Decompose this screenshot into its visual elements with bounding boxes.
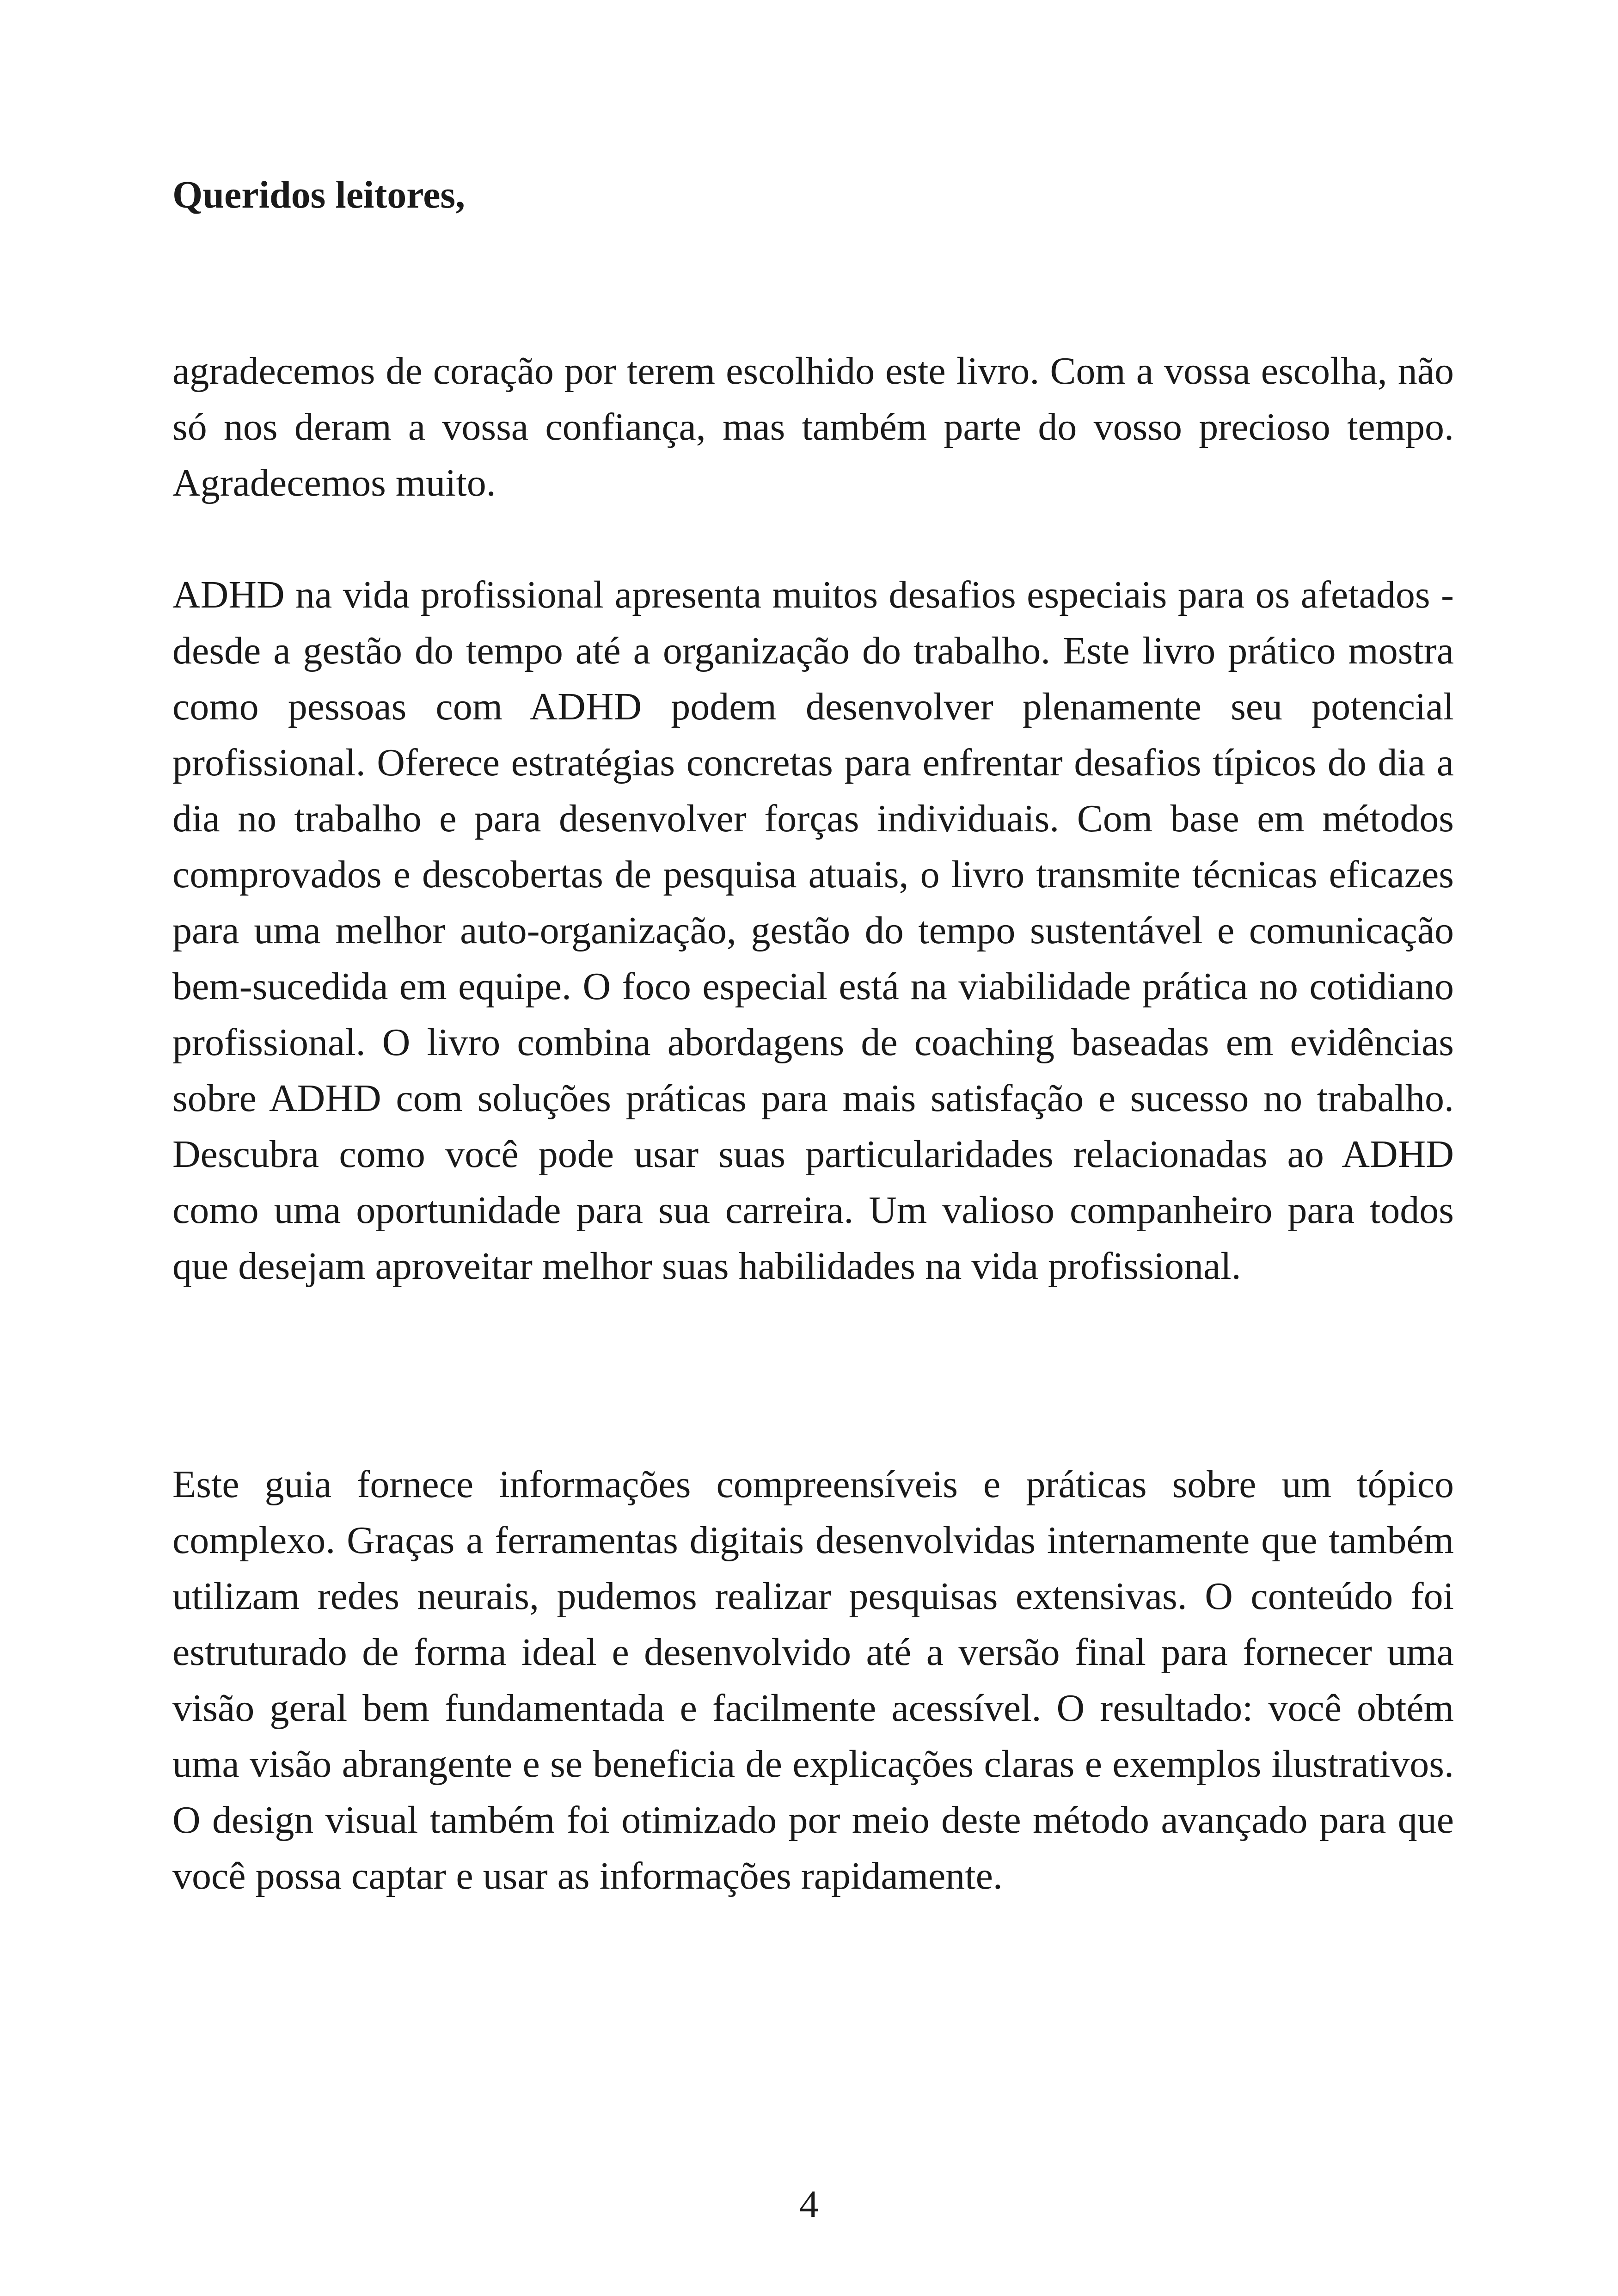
paragraph-book-description: ADHD na vida profissional apresenta muitos desafios especiais para os afetados - desde a gestão do tempo até a organização do trabalho. Este livro prático mostra como pessoas com ADHD podem desenvolver plenamente seu potencial profissional. Oferece estratégias concretas para enfrentar desafios típicos do dia a dia no trabalho e para desenvolver forças individuais. Com base em métodos comprovados e descobertas de pesquisa atuais, o livro transmite técnicas eficazes para uma melhor auto-organização, gestão do tempo sustentável e comunicação bem-sucedida em equipe. O foco especial está na viabilidade prática no cotidiano profissional. O livro combina abordagens de coaching baseadas em evidências sobre ADHD com soluções práticas para mais satisfação e sucesso no trabalho. Descubra como você pode usar suas particularidades relacionadas ao ADHD como uma oportunidade para sua carreira. Um valioso companheiro para todos que desejam aproveitar melhor suas habilidades na vida profissional.	[172, 573, 1454, 1288]
paragraph-guide-method: Este guia fornece informações compreensíveis e práticas sobre um tópico complexo. Graças a ferramentas digitais desenvolvidas internamente que também utilizam redes neurais, pudemos realizar pesquisas extensivas. O conteúdo foi estruturado de forma ideal e desenvolvido até a versão final para fornecer uma visão geral bem fundamentada e facilmente acessível. O resultado: você obtém uma visão abrangente e se beneficia de explicações claras e exemplos ilustrativos. O design visual também foi otimizado por meio deste método avançado para que você possa captar e usar as informações rapidamente.	[172, 1463, 1454, 1897]
paragraph-thanks: agradecemos de coração por terem escolhido este livro. Com a vossa escolha, não só nos deram a vossa confiança, mas também parte do vosso precioso tempo. Agradecemos muito.	[172, 350, 1454, 504]
page-number: 4	[799, 2183, 819, 2226]
greeting-heading: Queridos leitores,	[172, 173, 466, 216]
